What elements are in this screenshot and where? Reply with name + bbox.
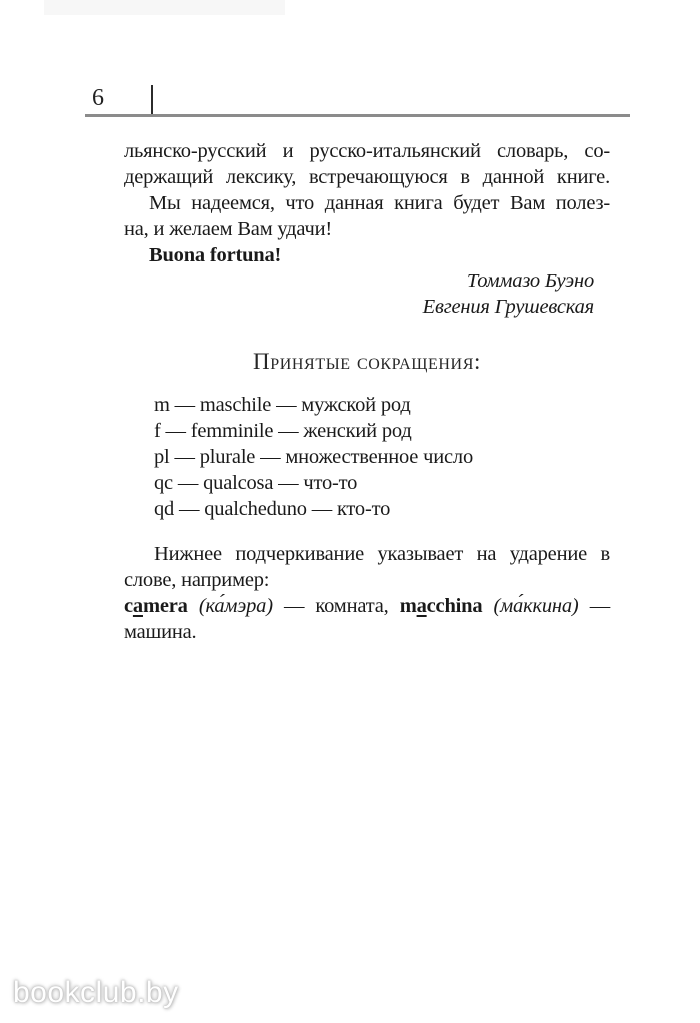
stress-example-line — [124, 593, 610, 619]
stressed-word-macchina: macchina — [399, 595, 483, 617]
abbreviation-item: f — femminile — женский род — [154, 420, 412, 442]
stressed-letter: a — [416, 595, 427, 617]
bold-phrase: Buona fortuna! — [149, 244, 282, 266]
header-rule — [85, 114, 630, 117]
author-name-1: Томмазо Буэно — [466, 270, 594, 292]
abbreviations-list — [124, 392, 610, 522]
stress-note-line-4: машина. — [124, 621, 197, 643]
header-vertical-tick — [151, 85, 153, 116]
author-name-2: Евгения Грушевская — [422, 296, 594, 318]
abbreviation-item: pl — plurale — множественное число — [154, 446, 473, 468]
abbreviation-item: qd — qualcheduno — кто-то — [154, 498, 391, 520]
intro-line-2: держащий лексику, встречающуюся в данной книге. — [124, 166, 610, 188]
intro-line-4: на, и желаем Вам удачи! — [124, 218, 332, 240]
stress-note-line-2: слове, например: — [124, 569, 270, 591]
intro-line-1: льянско-русский и русско-итальянский словарь, со- — [124, 140, 610, 162]
abbreviations-heading: Принятые сокращения: — [253, 349, 481, 374]
scan-edge-band — [44, 0, 285, 15]
stress-note-paragraph — [124, 541, 610, 645]
stressed-letter: a — [132, 595, 143, 617]
intro-line-3: Мы надеемся, что данная книга будет Вам полез- — [149, 192, 610, 214]
abbreviations-heading-block — [124, 349, 610, 376]
page-number: 6 — [92, 85, 104, 111]
abbreviation-item: m — maschile — мужской род — [154, 394, 411, 416]
pronunciation-camera: (ка́мэра) — [187, 595, 284, 617]
watermark: bookclub.by — [13, 976, 179, 1009]
pronunciation-macchina: (ма́ккина) — [482, 595, 590, 617]
stressed-word-camera: camera — [124, 595, 188, 617]
abbreviation-item: qc — qualcosa — что-то — [154, 472, 358, 494]
example-middle-text: — комната, — [283, 595, 400, 617]
intro-paragraph — [124, 138, 610, 320]
example-tail-dash: — — [589, 595, 611, 617]
stress-note-line-1: Нижнее подчеркивание указывает на ударение в — [154, 543, 610, 565]
